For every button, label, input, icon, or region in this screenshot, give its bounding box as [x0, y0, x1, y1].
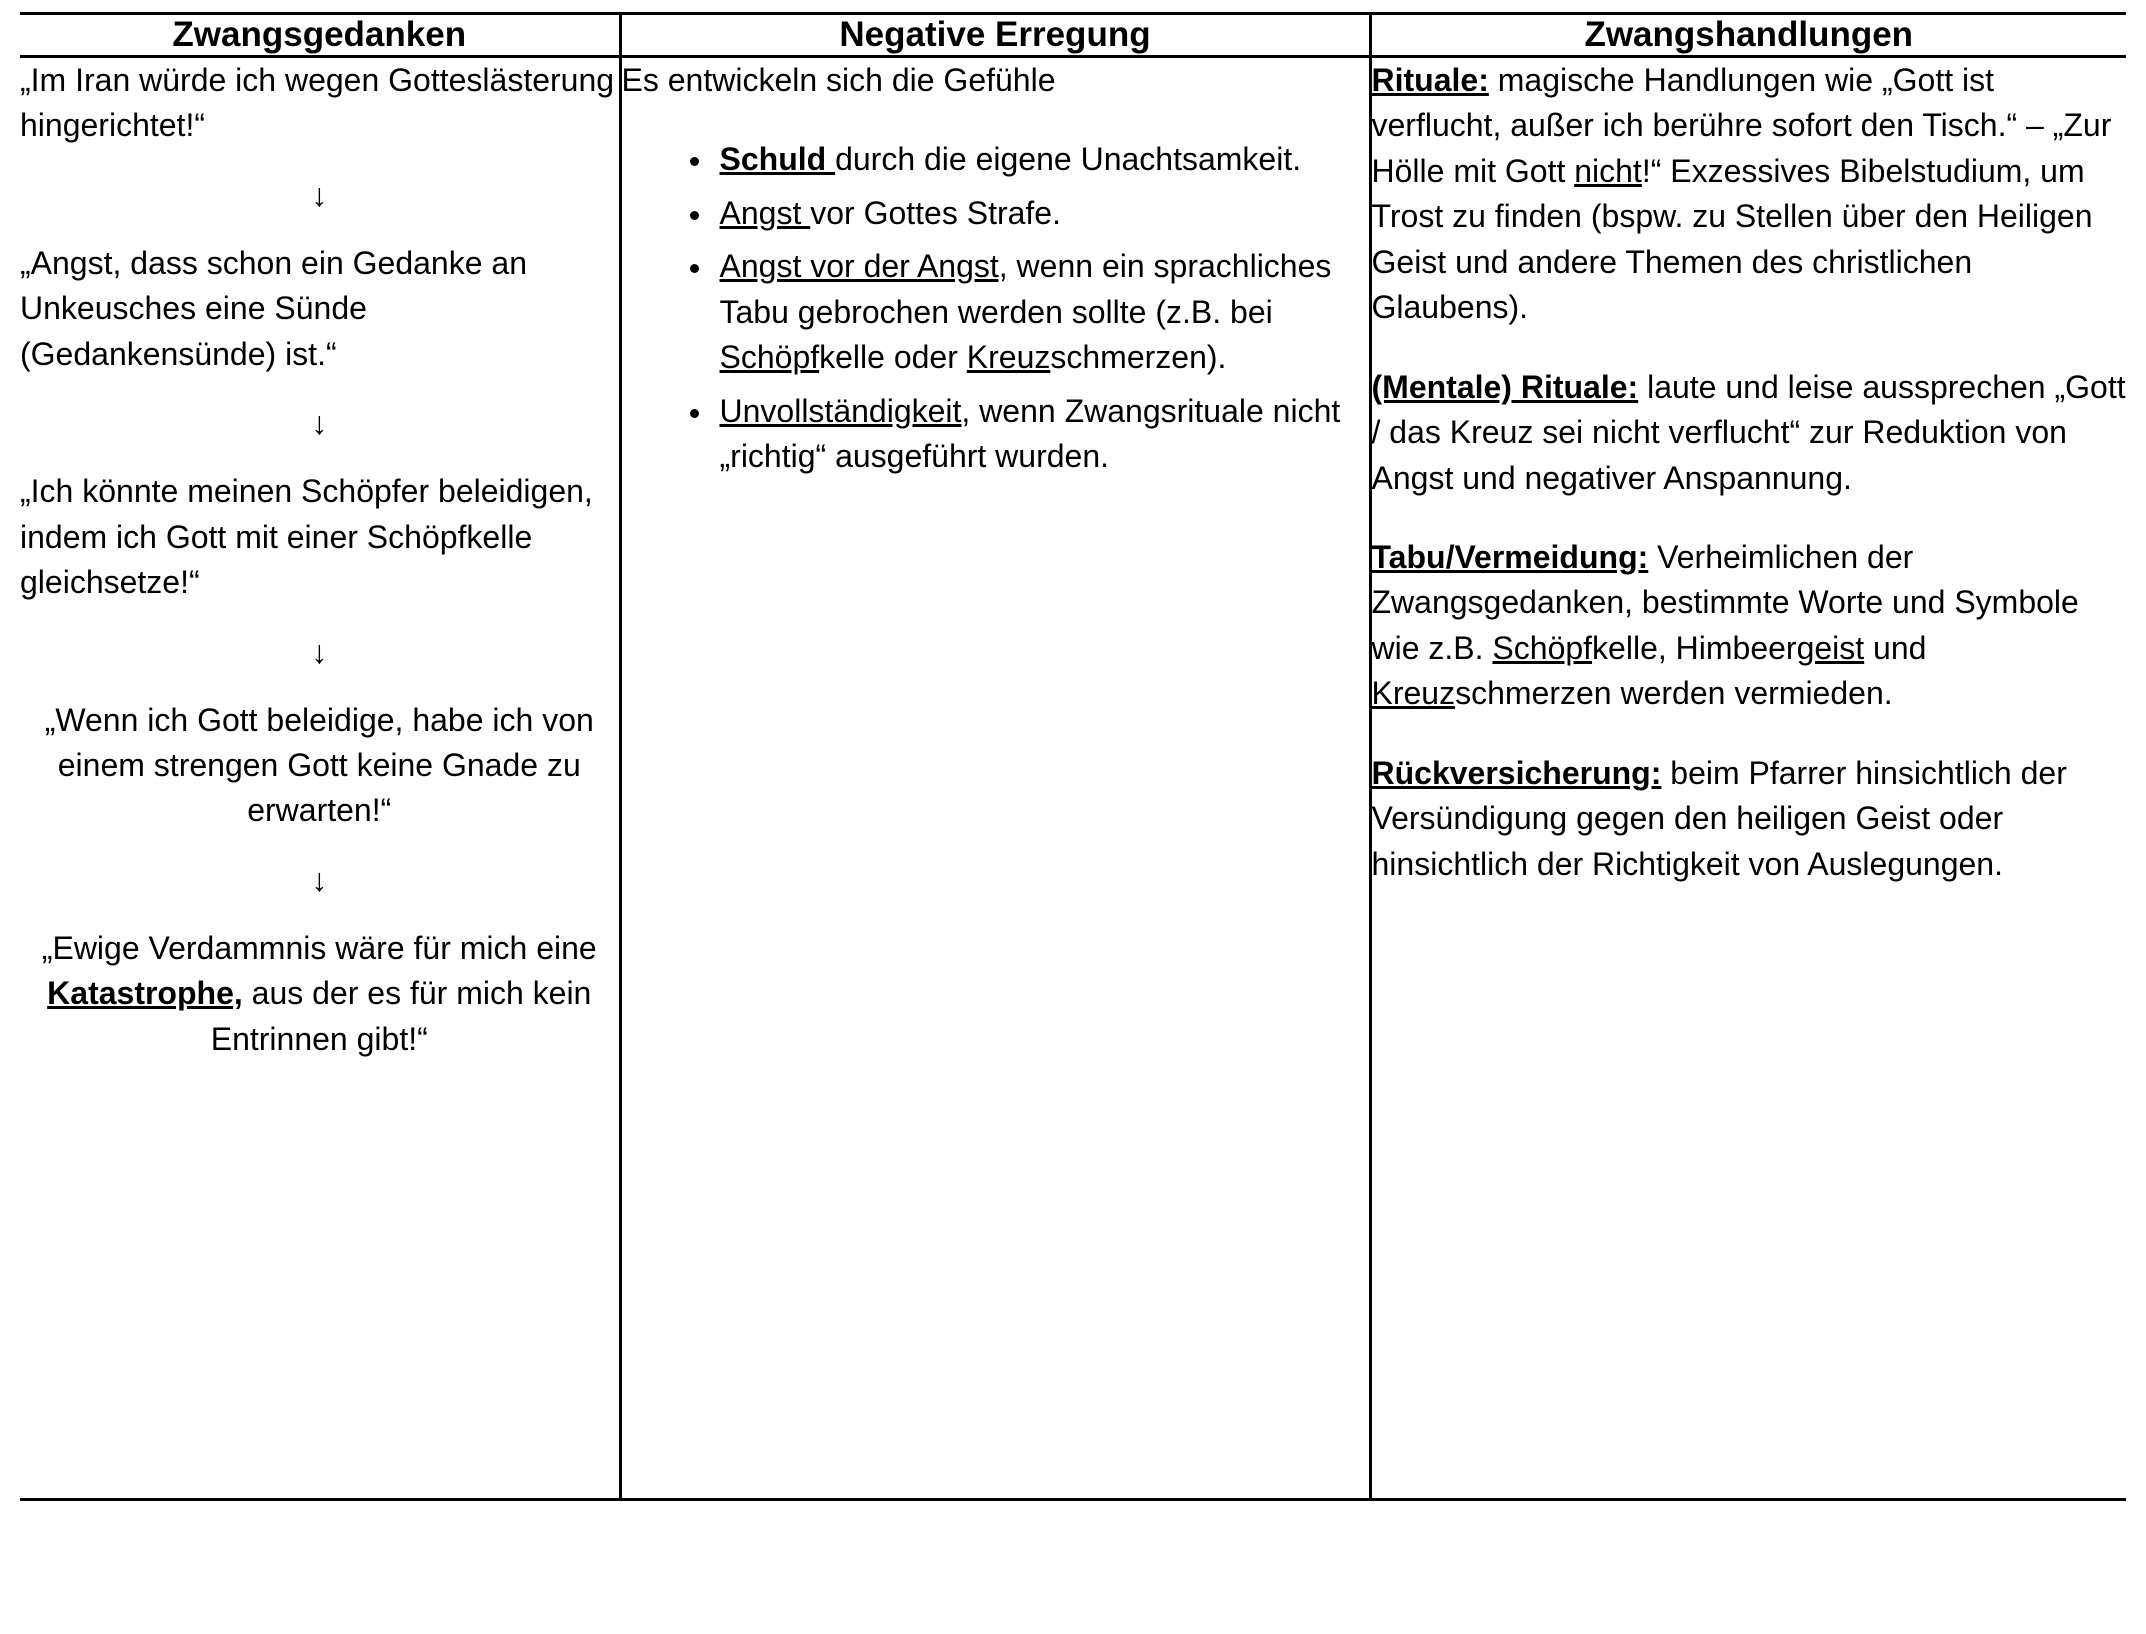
feeling-3-text: wenn ein sprachliches Tabu gebrochen werden sollte (z.B. bei [719, 248, 1332, 330]
obsession-thought-4: „Wenn ich Gott beleidige, habe ich von einem strengen Gott keine Gnade zu erwarten!“ [44, 701, 594, 829]
arrow-down-icon-4: ↓ [311, 861, 328, 898]
compulsion-1-text: magische Handlungen wie „Gott ist verflucht, außer ich berühre sofort den Tisch.“ – „Zur Hölle mit Gott [1371, 62, 2112, 189]
compulsion-3-text-2: und [1864, 629, 1927, 666]
compulsion-paragraph-rituale [1372, 58, 2127, 331]
obsession-thought-5 [20, 926, 619, 1062]
obsession-thought-1: „Im Iran würde ich wegen Gotteslästerung hingerichtet!“ [20, 62, 615, 144]
list-item [714, 191, 1369, 236]
cell-obsessions [20, 57, 620, 1500]
feeling-1-term: Schuld [719, 141, 836, 178]
compulsion-4-text: beim Pfarrer hinsichtlich der Versündigung gegen den heiligen Geist oder hinsichtlich der Richtigkeit von Auslegungen. [1371, 754, 2067, 882]
obsession-thought-3: „Ich könnte meinen Schöpfer beleidigen, indem ich Gott mit einer Schöpfkelle gleichsetze!“ [20, 473, 593, 601]
feeling-3-text-2: kelle oder [819, 339, 967, 376]
compulsion-3-term-2: geist [1796, 629, 1865, 666]
obsession-thought-5-emphasis: Katastrophe, [47, 975, 243, 1012]
obsession-thought-2: „Angst, dass schon ein Gedanke an Unkeusches eine Sünde (Gedankensünde) ist.“ [20, 244, 527, 372]
arrow-down-icon-3: ↓ [311, 633, 328, 670]
column-header-compulsions: Zwangshandlungen [1370, 14, 2126, 57]
compulsion-3-label: Tabu/Vermeidung: [1371, 538, 1649, 575]
compulsion-1-inline-underline: nicht [1574, 152, 1642, 189]
feeling-3-text-3: schmerzen). [1050, 339, 1227, 376]
feeling-3-term: Angst vor der Angst, [719, 248, 1008, 285]
compulsion-1-label: Rituale: [1371, 62, 1489, 98]
list-item [714, 389, 1369, 480]
feeling-1-text: durch die eigene Unachtsamkeit. [835, 141, 1302, 178]
column-header-obsessions: Zwangsgedanken [20, 14, 620, 57]
feeling-3-term-2: Schöpf [719, 339, 820, 376]
feeling-2-term: Angst [719, 194, 811, 231]
feeling-4-text: , wenn Zwangsrituale nicht „richtig“ ausgeführt wurden. [719, 392, 1341, 475]
compulsion-3-term-3: Kreuz [1371, 675, 1456, 712]
feeling-4-term: Unvollständigkeit [719, 392, 962, 429]
table-body-row [20, 57, 2126, 1500]
list-item [714, 244, 1369, 380]
arousal-intro: Es entwickeln sich die Gefühle [621, 62, 1056, 98]
compulsion-4-label: Rückversicherung: [1371, 754, 1662, 791]
column-header-arousal: Negative Erregung [620, 14, 1370, 57]
compulsion-3-text: Verheimlichen der Zwangsgedanken, bestimmte Worte und Symbole wie z.B. [1371, 538, 2079, 666]
cell-compulsions [1370, 57, 2126, 1500]
compulsion-paragraph-rueckversicherung [1372, 751, 2127, 887]
compulsion-2-label: (Mentale) Rituale: [1371, 368, 1639, 405]
feeling-2-text: vor Gottes Strafe. [810, 194, 1061, 231]
ocd-model-table [20, 12, 2126, 1501]
compulsion-3-text-3: schmerzen werden vermieden. [1455, 675, 1893, 712]
compulsion-3-text-1: kelle, Himbeer [1592, 629, 1797, 666]
table-header-row [20, 14, 2126, 57]
compulsion-2-text: laute und leise aussprechen „Gott / das Kreuz sei nicht verflucht“ zur Reduktion von Angst und negativer Anspannung. [1371, 368, 2126, 496]
compulsion-paragraph-mentale-rituale [1372, 365, 2127, 501]
arrow-down-icon-2: ↓ [311, 405, 328, 442]
compulsion-paragraph-tabu-vermeidung [1372, 535, 2127, 717]
arrow-down-icon-1: ↓ [311, 176, 328, 213]
feeling-3-term-3: Kreuz [966, 339, 1051, 376]
compulsion-1-text-after: !“ Exzessives Bibelstudium, um Trost zu finden (bspw. zu Stellen über den Heiligen Geist und andere Themen des christlichen Glaubens). [1371, 152, 2093, 326]
list-item [714, 137, 1369, 182]
cell-negative-arousal [620, 57, 1370, 1500]
obsession-thought-5-prefix: „Ewige Verdammnis wäre für mich eine [41, 929, 597, 966]
feelings-list [622, 137, 1369, 479]
compulsion-3-term-1: Schöpf [1492, 629, 1593, 666]
obsession-thought-5-suffix: aus der es für mich kein Entrinnen gibt!“ [210, 975, 592, 1057]
